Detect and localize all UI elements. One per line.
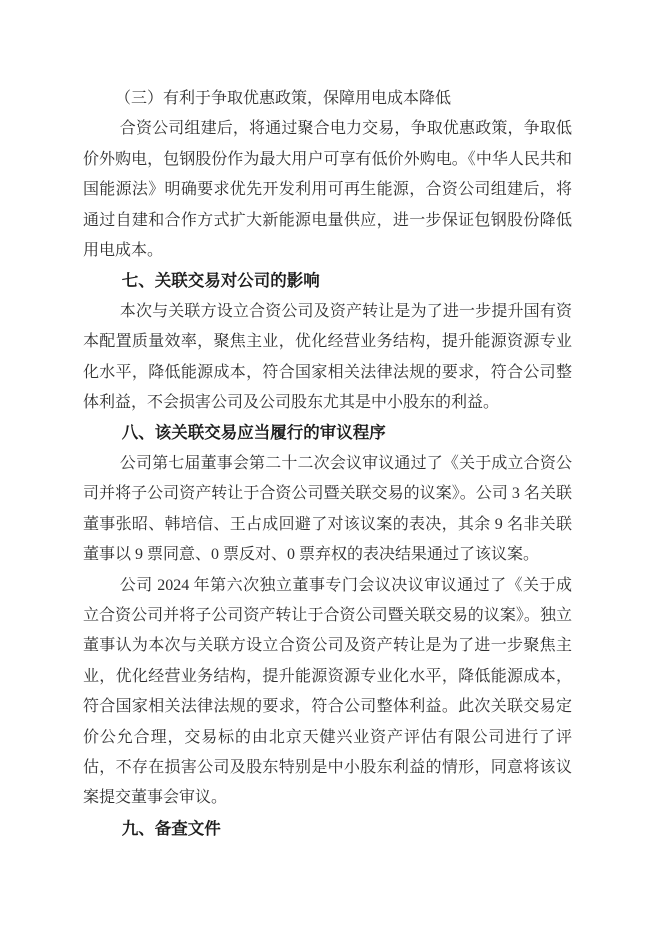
document-content xyxy=(83,84,572,844)
subsection-heading: （三）有利于争取优惠政策，保障用电成本降低 xyxy=(115,90,452,107)
paragraph: 公司第七届董事会第二十二次会议审议通过了《关于成立合资公司并将子公司资产转让于合资公司暨关联交易的议案》。公司 3 名关联董事张昭、韩培信、王占成回避了对该议案的表决，其余 9 名非关联董事以 9 票同意、0 票反对、0 票弃权的表决结果通过了该议案。 xyxy=(83,454,572,564)
paragraph: 公司 2024 年第六次独立董事专门会议决议审议通过了《关于成立合资公司并将子公司资产转让于合资公司暨关联交易的议案》。独立董事认为本次与关联方设立合资公司及资产转让是为了进一步聚焦主业，优化经营业务结构，提升能源资源专业化水平，降低能源成本，符合国家相关法律法规的要求，符合公司整体利益。此次关联交易定价公允合理，交易标的由北京天健兴业资产评估有限公司进行了评估，不存在损害公司及股东特别是中小股东利益的情形，同意将该议案提交董事会审议。 xyxy=(83,576,572,807)
section-heading: 七、关联交易对公司的影响 xyxy=(121,272,320,291)
paragraph: 本次与关联方设立合资公司及资产转让是为了进一步提升国有资本配置质量效率，聚焦主业，优化经营业务结构，提升能源资源专业化水平，降低能源成本，符合国家相关法律法规的要求，符合公司整体利益，不会损害公司及公司股东尤其是中小股东的利益。 xyxy=(83,302,572,412)
section-heading: 八、该关联交易应当履行的审议程序 xyxy=(121,424,386,443)
section-heading: 九、备查文件 xyxy=(121,819,221,838)
paragraph: 合资公司组建后，将通过聚合电力交易，争取优惠政策，争取低价外购电，包钢股份作为最大用户可享有低价外购电。《中华人民共和国能源法》明确要求优先开发利用可再生能源，合资公司组建后，将通过自建和合作方式扩大新能源电量供应，进一步保证包钢股份降低用电成本。 xyxy=(83,120,572,260)
